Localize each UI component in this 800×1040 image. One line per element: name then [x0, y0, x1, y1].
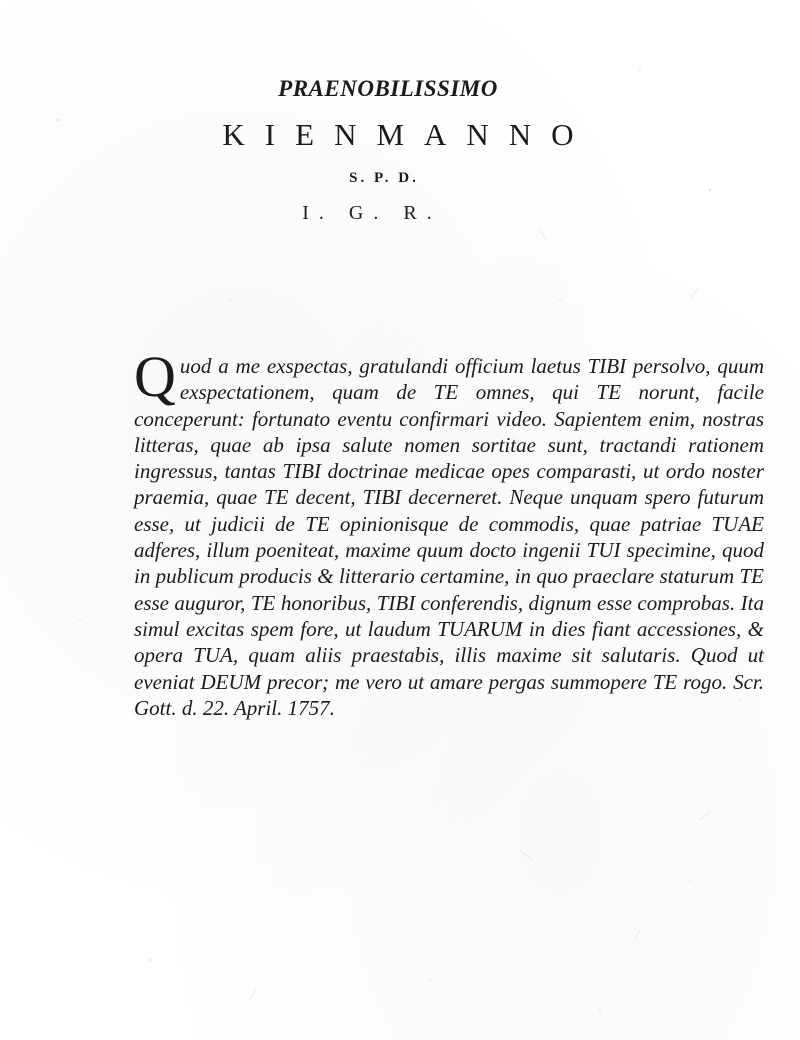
dedication-line: PRAENOBILISSIMO — [278, 76, 498, 101]
drop-cap: Q — [134, 344, 176, 409]
letter-text: uod a me exspectas, gratulandi officium laetus TIBI persolvo, quum exspectationem, quam de TE omnes, qui TE norunt, facile conceperunt: fortunato eventu confirmari video. Sapientem enim, nostras litteras, quae ab ipsa salute nomen sortitae sunt, tractandi rationem ingressus, tantas TIBI doctrinae medicae opes comparasti, ut ordo noster praemia, quae TE decent, TIBI decerneret. Neque unquam spero futurum esse, ut judicii de TE opinionisque de commodis, quae patriae TUAE adferes, illum poeniteat, maxime quum docto ingenii TUI specimine, quod in publicum producis & litterario certamine, in quo praeclare staturum TE esse auguror, TE honoribus, TIBI conferendis, dignum esse comprobas. Ita simul excitas spem fore, ut laudum TUARUM in dies fiant accessiones, & opera TUA, quam aliis praestabis, illis maxime sit salutaris. Quod ut eveniat DEUM precor; me vero ut amare pergas summopere TE rogo. Scr. Gott. d. 22. April. 1757. — [134, 354, 764, 720]
letter-body — [134, 344, 764, 721]
author-initials: I. G. R. — [302, 202, 442, 224]
salutation-line: S. P. D. — [349, 170, 419, 186]
recipient-name: KIENMANNO — [222, 117, 594, 152]
